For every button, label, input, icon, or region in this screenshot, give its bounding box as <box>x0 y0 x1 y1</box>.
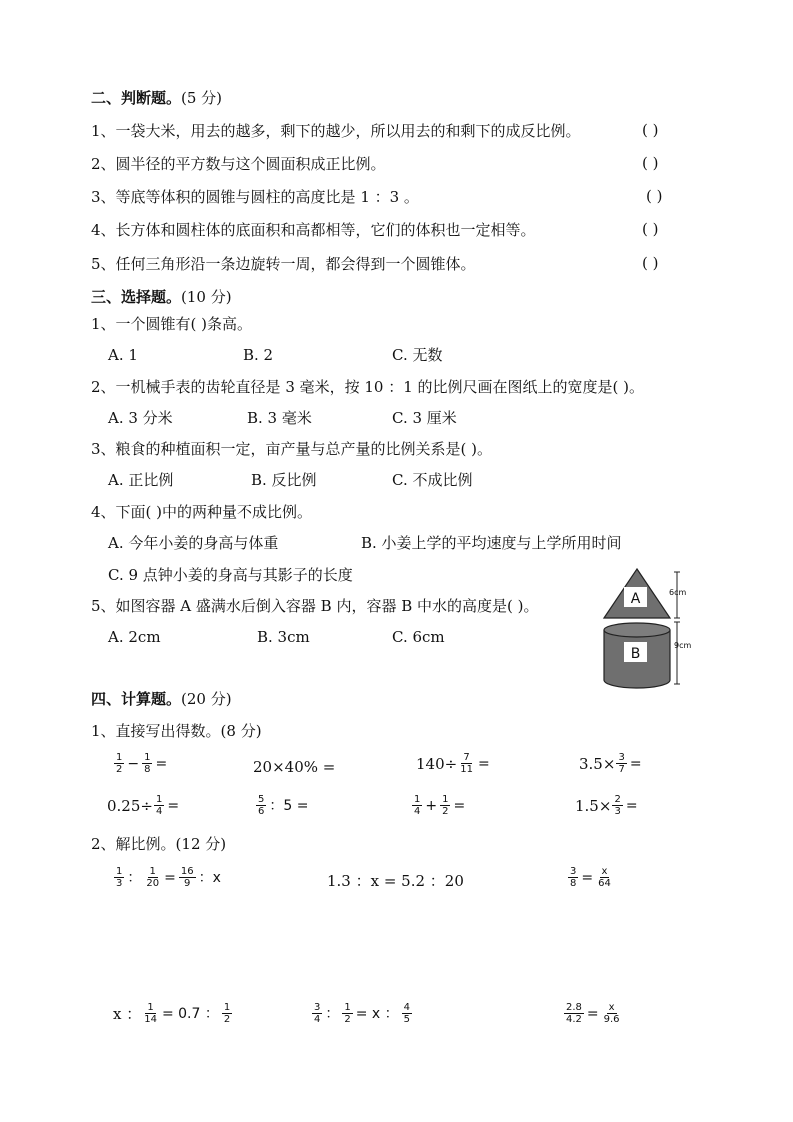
dim-bottom: 9cm <box>674 641 692 650</box>
choice-q1-option-a[interactable]: A. 1 <box>108 346 138 364</box>
judge-item-3: 3、等底等体积的圆锥与圆柱的高度比是 1 ：3 。 <box>91 188 419 206</box>
calc-expr-7: $\frac{1}{4}$ + $\frac{1}{2}$ = <box>414 794 466 817</box>
answer-blank-1[interactable]: ( ) <box>642 121 659 139</box>
section-calc-title <box>91 689 232 709</box>
choice-q2: 2、一机械手表的齿轮直径是 3 毫米，按 10 ：1 的比例尺画在图纸上的宽度是( )。 <box>91 378 645 396</box>
choice-q3-option-c[interactable]: C. 不成比例 <box>392 471 473 489</box>
section-score: (20 分) <box>181 690 232 708</box>
choice-q1: 1、一个圆锥有( )条高。 <box>91 315 253 333</box>
section-choice-title <box>91 287 232 307</box>
label-b: B <box>630 646 641 662</box>
section-heading: 二、判断题。 <box>91 89 182 107</box>
proportion-2: 1.3 ：x = 5.2 ：20 <box>327 872 464 890</box>
calc-expr-6: $\frac{5}{6}$ ：5 = <box>258 794 309 817</box>
choice-q5-option-b[interactable]: B. 3cm <box>257 628 310 646</box>
calc-expr-3: 140÷ $\frac{7}{11}$ = <box>416 752 490 775</box>
section-heading: 三、选择题。 <box>91 288 182 306</box>
choice-q5-option-a[interactable]: A. 2cm <box>108 628 161 646</box>
choice-q4-option-c[interactable]: C. 9 点钟小姜的身高与其影子的长度 <box>108 566 353 584</box>
answer-blank-5[interactable]: ( ) <box>642 254 659 272</box>
calc-expr-2: 20×40% = <box>253 758 336 776</box>
choice-q4-option-a[interactable]: A. 今年小姜的身高与体重 <box>108 534 279 552</box>
choice-q3-option-a[interactable]: A. 正比例 <box>108 471 174 489</box>
proportion-3: $\frac{3}{8}$ = $\frac{x}{64}$ <box>570 866 611 889</box>
answer-blank-4[interactable]: ( ) <box>642 220 659 238</box>
cylinder-top <box>604 623 670 637</box>
answer-blank-3[interactable]: ( ) <box>646 187 663 205</box>
proportion-1: $\frac{1}{3}$ ： $\frac{1}{20}$ = $\frac{16}{9}$ ：x <box>116 866 221 889</box>
calc-expr-8: 1.5× $\frac{2}{3}$ = <box>575 794 638 817</box>
choice-q5: 5、如图容器 A 盛满水后倒入容器 B 内，容器 B 中水的高度是( )。 <box>91 597 539 615</box>
choice-q1-option-c[interactable]: C. 无数 <box>392 346 443 364</box>
section-judge-title <box>91 88 222 108</box>
dim-top: 6cm <box>669 588 687 597</box>
answer-blank-2[interactable]: ( ) <box>642 154 659 172</box>
choice-q2-option-a[interactable]: A. 3 分米 <box>108 409 173 427</box>
judge-item-2: 2、圆半径的平方数与这个圆面积成正比例。 <box>91 155 386 173</box>
section-heading: 四、计算题。 <box>91 690 182 708</box>
section-score: (5 分) <box>181 89 223 107</box>
calc-expr-1: $\frac{1}{2}$ − $\frac{1}{8}$ = <box>116 752 168 775</box>
proportion-4: x ： $\frac{1}{14}$ = 0.7 ： $\frac{1}{2}$ <box>113 1002 231 1025</box>
choice-q4-option-b[interactable]: B. 小姜上学的平均速度与上学所用时间 <box>361 534 622 552</box>
calc-expr-5: 0.25÷ $\frac{1}{4}$ = <box>107 794 180 817</box>
section-score: (10 分) <box>181 288 232 306</box>
choice-q3-option-b[interactable]: B. 反比例 <box>251 471 317 489</box>
choice-q3: 3、粮食的种植面积一定，亩产量与总产量的比例关系是( )。 <box>91 440 493 458</box>
choice-q5-option-c[interactable]: C. 6cm <box>392 628 445 646</box>
choice-q1-option-b[interactable]: B. 2 <box>243 346 274 364</box>
label-a: A <box>630 591 641 607</box>
choice-q4: 4、下面( )中的两种量不成比例。 <box>91 503 313 521</box>
calc-part1: 1、直接写出得数。(8 分) <box>91 722 262 740</box>
proportion-5: $\frac{3}{4}$ ： $\frac{1}{2}$ = x ： $\frac{4}{5}$ <box>314 1002 411 1025</box>
choice-q2-option-b[interactable]: B. 3 毫米 <box>247 409 312 427</box>
calc-part2: 2、解比例。(12 分) <box>91 835 227 853</box>
judge-item-4: 4、长方体和圆柱体的底面积和高都相等，它们的体积也一定相等。 <box>91 221 536 239</box>
judge-item-1: 1、一袋大米，用去的越多，剩下的越少，所以用去的和剩下的成反比例。 <box>91 122 581 140</box>
calc-expr-4: 3.5× $\frac{3}{7}$ = <box>579 752 642 775</box>
container-figure <box>598 566 708 692</box>
proportion-6: $\frac{2.8}{4.2}$ = $\frac{x}{9.6}$ <box>566 1002 620 1025</box>
judge-item-5: 5、任何三角形沿一条边旋转一周，都会得到一个圆锥体。 <box>91 255 476 273</box>
choice-q2-option-c[interactable]: C. 3 厘米 <box>392 409 457 427</box>
